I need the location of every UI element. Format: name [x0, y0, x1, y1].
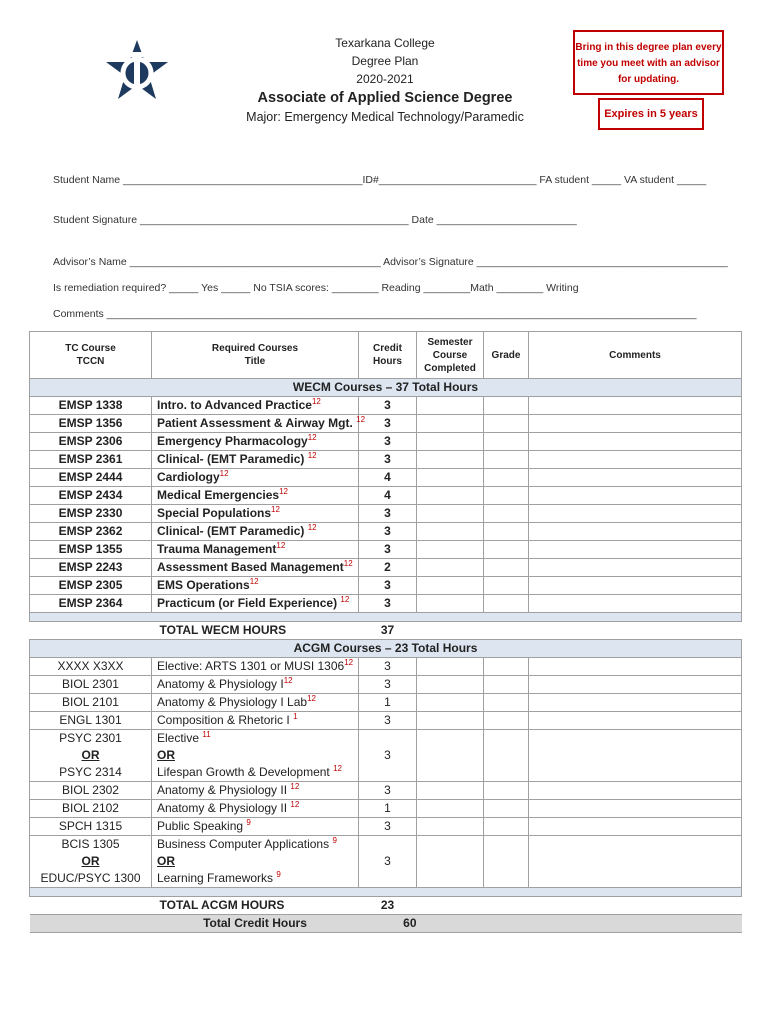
course-title: Anatomy & Physiology I Lab$^{12}$	[152, 694, 359, 712]
comments-cell[interactable]	[529, 415, 742, 433]
comments-cell[interactable]	[529, 577, 742, 595]
grand-total-blank	[417, 915, 484, 933]
section-spacer	[30, 888, 742, 897]
comments-cell[interactable]	[529, 559, 742, 577]
grade-cell[interactable]	[484, 800, 529, 818]
semester-cell[interactable]	[417, 676, 484, 694]
course-code-2: PSYC 2314	[59, 765, 122, 779]
course-code: EMSP 2243	[30, 559, 152, 577]
course-title: Public Speaking $^9$	[152, 818, 359, 836]
table-row	[30, 523, 742, 541]
advisor-line[interactable]: Advisor’s Name ___________________________________________ Advisor’s Signature ___________________________________________	[53, 256, 728, 268]
wecm-total-empty	[30, 622, 152, 640]
course-code: XXXX X3XX	[30, 658, 152, 676]
comments-cell[interactable]	[529, 712, 742, 730]
semester-cell[interactable]	[417, 541, 484, 559]
grade-cell[interactable]	[484, 730, 529, 782]
wecm-total	[30, 622, 742, 640]
grade-cell[interactable]	[484, 415, 529, 433]
credit-hours: 4	[359, 487, 417, 505]
grade-cell[interactable]	[484, 487, 529, 505]
credit-hours: 3	[359, 658, 417, 676]
course-title-2: Lifespan Growth & Development $^{12}$	[157, 764, 342, 779]
grade-cell[interactable]	[484, 505, 529, 523]
comments-cell[interactable]	[529, 595, 742, 613]
course-code-1: BCIS 1305	[61, 837, 120, 851]
wecm-total-blank	[529, 622, 742, 640]
table-row	[30, 577, 742, 595]
table-row	[30, 397, 742, 415]
semester-cell[interactable]	[417, 505, 484, 523]
remediation-line[interactable]: Is remediation required? _____ Yes _____ No TSIA scores: ________ Reading ________Math ________ Writing	[53, 282, 579, 294]
table-header	[30, 332, 742, 379]
course-title-1: Elective $^{11}$	[157, 730, 211, 745]
table-row	[30, 559, 742, 577]
col-comments: Comments	[529, 332, 742, 379]
table-row	[30, 782, 742, 800]
credit-hours: 3	[359, 676, 417, 694]
footnote: 11	[202, 730, 211, 739]
table-row	[30, 658, 742, 676]
wecm-total-value: 37	[359, 622, 417, 640]
semester-cell[interactable]	[417, 782, 484, 800]
course-code: EMSP 1338	[30, 397, 152, 415]
course-code: BIOL 2102	[30, 800, 152, 818]
credit-hours: 3	[359, 577, 417, 595]
credit-hours: 3	[359, 712, 417, 730]
acgm-total-blank	[529, 897, 742, 915]
semester-cell[interactable]	[417, 818, 484, 836]
grade-cell[interactable]	[484, 451, 529, 469]
course-title: Anatomy & Physiology II $^{12}$	[152, 782, 359, 800]
comments-cell[interactable]	[529, 694, 742, 712]
course-code: ENGL 1301	[30, 712, 152, 730]
course-title: Cardiology$^{12}$	[152, 469, 359, 487]
course-title: Patient Assessment & Airway Mgt. $^{12}$	[152, 415, 359, 433]
semester-cell[interactable]	[417, 415, 484, 433]
credit-hours: 4	[359, 469, 417, 487]
table-row	[30, 712, 742, 730]
semester-cell[interactable]	[417, 800, 484, 818]
course-code: BIOL 2101	[30, 694, 152, 712]
credit-hours: 3	[359, 523, 417, 541]
footnote: 12	[333, 764, 342, 773]
credit-hours: 1	[359, 800, 417, 818]
course-code-2: EDUC/PSYC 1300	[40, 871, 141, 885]
semester-cell[interactable]	[417, 451, 484, 469]
semester-cell[interactable]	[417, 559, 484, 577]
course-code: EMSP 1356	[30, 415, 152, 433]
grade-cell[interactable]	[484, 523, 529, 541]
course-title-2: Learning Frameworks $^9$	[157, 870, 281, 885]
comments-cell[interactable]	[529, 730, 742, 782]
course-title	[152, 730, 359, 782]
or-label: OR	[81, 748, 100, 762]
course-code: BIOL 2301	[30, 676, 152, 694]
acgm-section-header	[30, 640, 742, 658]
comments-cell[interactable]	[529, 433, 742, 451]
college-logo	[105, 38, 169, 102]
course-title: Emergency Pharmacology$^{12}$	[152, 433, 359, 451]
course-code	[30, 730, 152, 782]
course-title: Anatomy & Physiology II $^{12}$	[152, 800, 359, 818]
comments-cell[interactable]	[529, 782, 742, 800]
course-code: EMSP 2361	[30, 451, 152, 469]
or-label: OR	[157, 854, 175, 868]
wecm-total-label: TOTAL WECM HOURS	[152, 622, 359, 640]
footnote: 9	[276, 870, 281, 879]
semester-cell[interactable]	[417, 433, 484, 451]
col-semester: Semester Course Completed	[417, 332, 484, 379]
semester-cell[interactable]	[417, 712, 484, 730]
acgm-section-title: ACGM Courses – 23 Total Hours	[30, 640, 742, 658]
table-row	[30, 595, 742, 613]
acgm-total	[30, 897, 742, 915]
footnote: 9	[332, 836, 337, 845]
credit-hours: 3	[359, 541, 417, 559]
comments-cell[interactable]	[529, 676, 742, 694]
comments-cell[interactable]	[529, 836, 742, 888]
course-code-1: PSYC 2301	[59, 731, 122, 745]
acgm-total-label: TOTAL ACGM HOURS	[152, 897, 359, 915]
comments-cell[interactable]	[529, 658, 742, 676]
grand-total-value: 60	[359, 915, 417, 933]
comments-line[interactable]: Comments _____________________________________________________________________________________________________	[53, 308, 697, 320]
comments-cell[interactable]	[529, 451, 742, 469]
grade-cell[interactable]	[484, 694, 529, 712]
course-code	[30, 836, 152, 888]
college-name: Texarkana College	[335, 36, 435, 50]
or-label: OR	[81, 854, 100, 868]
semester-cell[interactable]	[417, 694, 484, 712]
col-course: TC Course TCCN	[30, 332, 152, 379]
semester-cell[interactable]	[417, 595, 484, 613]
grade-cell[interactable]	[484, 658, 529, 676]
table-row	[30, 505, 742, 523]
grade-cell[interactable]	[484, 782, 529, 800]
grade-cell[interactable]	[484, 712, 529, 730]
table-row	[30, 451, 742, 469]
acgm-total-blank	[417, 897, 484, 915]
credit-hours: 3	[359, 415, 417, 433]
wecm-total-blank	[417, 622, 484, 640]
credit-hours: 3	[359, 730, 417, 782]
psyc-choice-row	[30, 730, 742, 782]
table-row	[30, 487, 742, 505]
degree-plan-table	[29, 331, 742, 933]
course-title: Special Populations$^{12}$	[152, 505, 359, 523]
course-title	[152, 836, 359, 888]
grand-total-blank	[529, 915, 742, 933]
col-title: Required Courses Title	[152, 332, 359, 379]
course-code: BIOL 2302	[30, 782, 152, 800]
course-code: EMSP 1355	[30, 541, 152, 559]
comments-cell[interactable]	[529, 818, 742, 836]
grade-cell[interactable]	[484, 541, 529, 559]
course-code: EMSP 2444	[30, 469, 152, 487]
course-title: Clinical- (EMT Paramedic) $^{12}$	[152, 451, 359, 469]
course-title: Trauma Management$^{12}$	[152, 541, 359, 559]
wecm-section-header: WECM Courses – 37 Total Hours	[30, 379, 742, 397]
comments-cell[interactable]	[529, 469, 742, 487]
credit-hours: 3	[359, 782, 417, 800]
col-grade: Grade	[484, 332, 529, 379]
comments-cell[interactable]	[529, 397, 742, 415]
course-title: Intro. to Advanced Practice$^{12}$	[152, 397, 359, 415]
semester-cell[interactable]	[417, 487, 484, 505]
table-row	[30, 800, 742, 818]
course-title: Composition & Rhetoric I $^1$	[152, 712, 359, 730]
course-title: Elective: ARTS 1301 or MUSI 1306$^{12}$	[152, 658, 359, 676]
course-title-1: Business Computer Applications $^9$	[157, 836, 337, 851]
credit-hours: 2	[359, 559, 417, 577]
doc-type: Degree Plan	[351, 54, 419, 68]
course-title: Medical Emergencies$^{12}$	[152, 487, 359, 505]
grade-cell[interactable]	[484, 397, 529, 415]
course-code: EMSP 2306	[30, 433, 152, 451]
course-title: Assessment Based Management$^{12}$	[152, 559, 359, 577]
course-title: Anatomy & Physiology $I^{12}$	[152, 676, 359, 694]
grade-cell[interactable]	[484, 469, 529, 487]
spacer-cell	[30, 613, 742, 622]
table-row	[30, 415, 742, 433]
grade-cell[interactable]	[484, 577, 529, 595]
course-code: EMSP 2330	[30, 505, 152, 523]
credit-hours: 3	[359, 433, 417, 451]
course-title: EMS Operations$^{12}$	[152, 577, 359, 595]
credit-hours: 3	[359, 818, 417, 836]
grand-total-blank	[484, 915, 529, 933]
grade-cell[interactable]	[484, 818, 529, 836]
semester-cell[interactable]	[417, 523, 484, 541]
spacer-cell	[30, 888, 742, 897]
student-name-line[interactable]: Student Name _________________________________________ID#___________________________ FA student _____ VA student _____	[53, 174, 707, 186]
credit-hours: 3	[359, 595, 417, 613]
grade-cell[interactable]	[484, 433, 529, 451]
section-spacer	[30, 613, 742, 622]
credit-hours: 3	[359, 451, 417, 469]
course-title: Clinical- (EMT Paramedic) $^{12}$	[152, 523, 359, 541]
comments-cell[interactable]	[529, 523, 742, 541]
course-code: EMSP 2362	[30, 523, 152, 541]
credit-hours: 3	[359, 505, 417, 523]
course-code: EMSP 2434	[30, 487, 152, 505]
course-code: EMSP 2364	[30, 595, 152, 613]
catalog-year: 2020-2021	[356, 72, 414, 86]
grade-cell[interactable]	[484, 836, 529, 888]
grade-cell[interactable]	[484, 595, 529, 613]
comments-cell[interactable]	[529, 505, 742, 523]
comments-cell[interactable]	[529, 541, 742, 559]
table-row	[30, 676, 742, 694]
grand-total	[30, 915, 742, 933]
table-row	[30, 694, 742, 712]
course-code: EMSP 2305	[30, 577, 152, 595]
semester-cell[interactable]	[417, 397, 484, 415]
grade-cell[interactable]	[484, 559, 529, 577]
semester-cell[interactable]	[417, 730, 484, 782]
acgm-total-empty	[30, 897, 152, 915]
grade-cell[interactable]	[484, 676, 529, 694]
semester-cell[interactable]	[417, 577, 484, 595]
grand-total-label: Total Credit Hours	[152, 915, 359, 933]
student-signature-line[interactable]: Student Signature ______________________________________________ Date ________________________	[53, 214, 577, 226]
course-title: Practicum (or Field Experience) $^{12}$	[152, 595, 359, 613]
semester-cell[interactable]	[417, 836, 484, 888]
comments-cell[interactable]	[529, 487, 742, 505]
col-credit: Credit Hours	[359, 332, 417, 379]
credit-hours: 3	[359, 836, 417, 888]
advisor-notice: Bring in this degree plan every time you meet with an advisor for updating.	[573, 30, 724, 95]
grand-total-empty	[30, 915, 152, 933]
acgm-total-blank	[484, 897, 529, 915]
table-row	[30, 469, 742, 487]
bcis-choice-row	[30, 836, 742, 888]
wecm-total-blank	[484, 622, 529, 640]
course-code: SPCH 1315	[30, 818, 152, 836]
major-title: Major: Emergency Medical Technology/Paramedic	[246, 110, 524, 124]
table-row	[30, 541, 742, 559]
expires-notice: Expires in 5 years	[598, 98, 704, 130]
credit-hours: 3	[359, 397, 417, 415]
degree-title: Associate of Applied Science Degree	[257, 90, 513, 106]
or-label: OR	[157, 748, 175, 762]
comments-cell[interactable]	[529, 800, 742, 818]
credit-hours: 1	[359, 694, 417, 712]
acgm-total-value: 23	[359, 897, 417, 915]
table-row	[30, 818, 742, 836]
table-row	[30, 433, 742, 451]
semester-cell[interactable]	[417, 469, 484, 487]
semester-cell[interactable]	[417, 658, 484, 676]
